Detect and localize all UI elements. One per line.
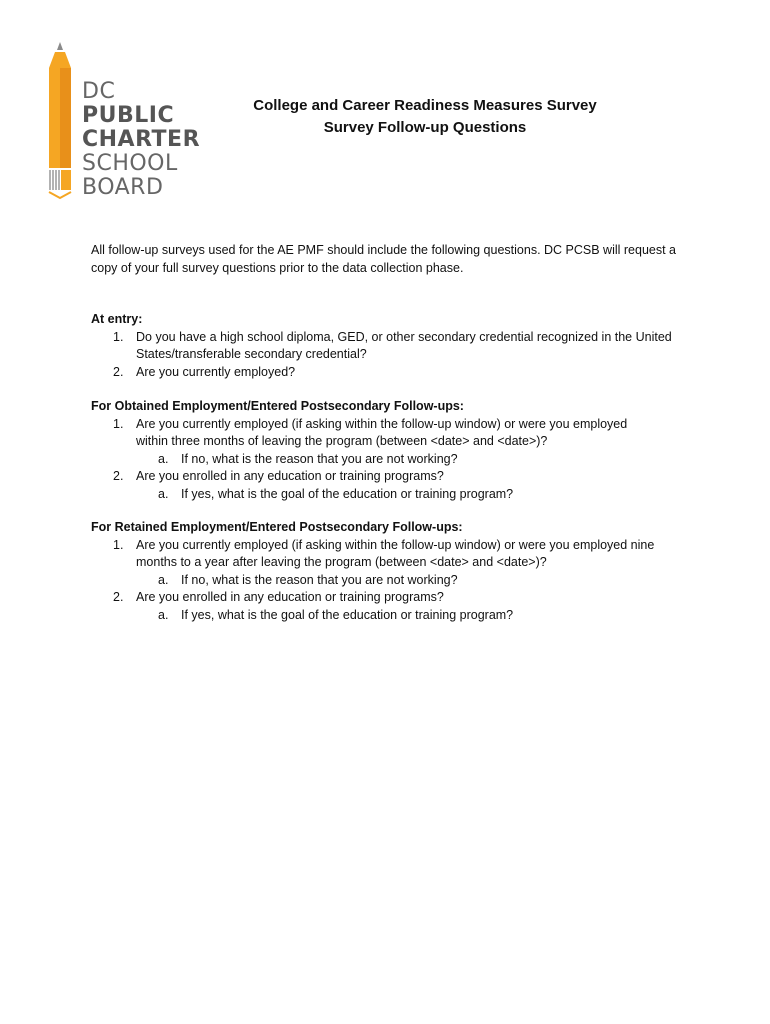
question-text: Are you currently employed (if asking within the follow-up window) or were you employed — [136, 416, 628, 431]
sub-question-letter: a. — [158, 486, 169, 501]
question-item — [91, 364, 691, 382]
question-item — [91, 468, 691, 486]
section-heading: For Obtained Employment/Entered Postsecondary Follow-ups: — [91, 399, 464, 413]
intro-line: copy of your full survey questions prior to the data collection phase. — [91, 261, 464, 275]
logo-word-board: BOARD — [82, 175, 164, 200]
question-text: Are you currently employed? — [136, 364, 296, 379]
logo-word-school: SCHOOL — [82, 151, 178, 176]
question-number: 1. — [113, 416, 124, 431]
question-item — [91, 537, 691, 572]
sub-question-text: If yes, what is the goal of the education or training program? — [181, 486, 514, 501]
intro-paragraph — [91, 241, 691, 277]
question-number: 2. — [113, 364, 124, 379]
dc-pcsb-logo — [40, 40, 210, 205]
question-item — [91, 329, 691, 364]
document-title-block — [225, 95, 625, 139]
question-number: 2. — [113, 469, 124, 483]
section-at-entry — [91, 311, 691, 381]
question-number: 1. — [113, 329, 124, 344]
document-title: College and Career Readiness Measures Survey — [253, 97, 597, 114]
sub-question-letter: a. — [158, 572, 169, 587]
section-heading: For Retained Employment/Entered Postsecondary Follow-ups: — [91, 520, 463, 534]
question-item — [91, 589, 691, 607]
sub-question-letter: a. — [158, 607, 169, 622]
sub-question-letter: a. — [158, 451, 169, 466]
pencil-icon — [45, 40, 75, 200]
question-text: Do you have a high school diploma, GED, or other secondary credential recognized in the United — [136, 329, 672, 344]
question-number: 2. — [113, 590, 124, 604]
question-item — [91, 416, 691, 451]
sub-question-item — [91, 607, 691, 625]
sub-question-item — [91, 451, 691, 469]
question-text: months to a year after leaving the program (between <date> and <date>)? — [136, 555, 547, 569]
logo-word-dc: DC — [82, 79, 116, 104]
sub-question-item — [91, 486, 691, 504]
sub-question-text: If no, what is the reason that you are not working? — [181, 572, 458, 587]
question-text: States/transferable secondary credential? — [136, 347, 367, 361]
question-text: Are you enrolled in any education or training programs? — [136, 469, 444, 483]
sub-question-text: If yes, what is the goal of the education or training program? — [181, 607, 514, 622]
sub-question-item — [91, 572, 691, 590]
section-obtained-employment — [91, 398, 691, 503]
document-subtitle: Survey Follow-up Questions — [323, 119, 527, 136]
section-heading: At entry: — [91, 312, 143, 326]
question-number: 1. — [113, 537, 124, 552]
intro-line: All follow-up surveys used for the AE PMF should include the following questions. DC PCSB will request a — [91, 243, 677, 257]
question-text: Are you enrolled in any education or training programs? — [136, 590, 444, 604]
logo-word-charter: CHARTER — [82, 127, 201, 152]
question-text: Are you currently employed (if asking within the follow-up window) or were you employed nine — [136, 537, 655, 552]
logo-word-public: PUBLIC — [82, 103, 175, 128]
section-retained-employment — [91, 519, 691, 624]
sub-question-text: If no, what is the reason that you are not working? — [181, 451, 458, 466]
question-text: within three months of leaving the program (between <date> and <date>)? — [136, 434, 548, 448]
